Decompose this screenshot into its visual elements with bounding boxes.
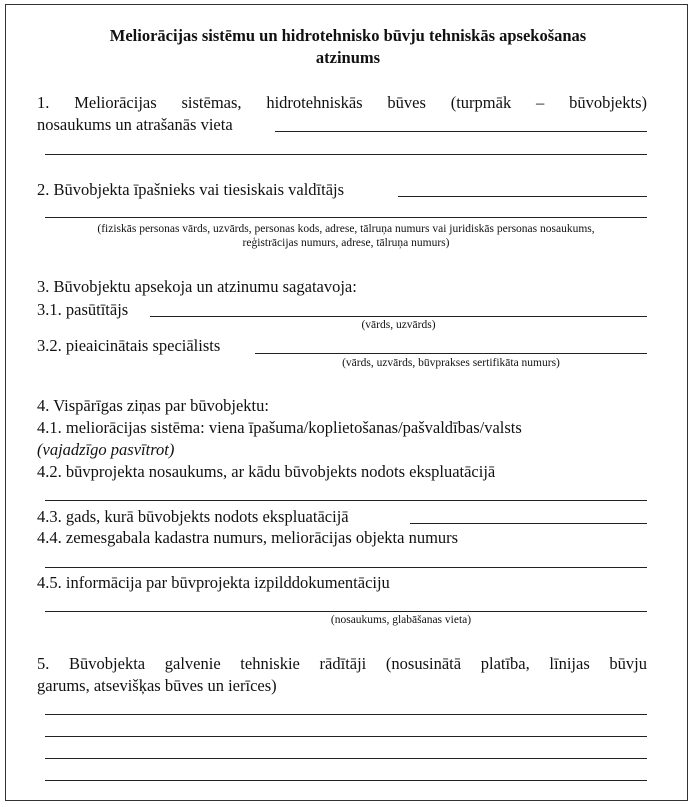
section5-fill-line-4[interactable] [45,780,647,781]
section5-fill-line-3[interactable] [45,758,647,759]
section4-item5-label: 4.5. informācija par būvprojekta izpilddokumentāciju [37,573,390,592]
section3-item1-fill-line[interactable] [150,316,647,317]
section4-item1-note: (vajadzīgo pasvītrot) [37,440,175,459]
section4-item4-fill-line[interactable] [45,567,647,568]
section3-item2-fill-line[interactable] [255,353,647,354]
section4-item4-label: 4.4. zemesgabala kadastra numurs, meliorācijas objekta numurs [37,528,459,547]
section3-item2-label: 3.2. pieaicinātais speciālists [37,336,221,355]
section1-fill-line-1[interactable] [275,131,647,132]
section5-line1: 5. Būvobjekta galvenie tehniskie rādītāji (nosusinātā platība, līnijas būvju [37,654,647,673]
section1-line2: nosaukums un atrašanās vieta [37,115,233,134]
section5-fill-line-2[interactable] [45,736,647,737]
section4-item1-label: 4.1. meliorācijas sistēma: viena īpašuma/koplietošanas/pašvaldības/valsts [37,418,522,437]
section4-item3-label: 4.3. gads, kurā būvobjekts nodots ekspluatācijā [37,507,349,526]
section5-line2: garums, atsevišķas būves un ierīces) [37,676,277,695]
section3-item1-label: 3.1. pasūtītājs [37,300,129,319]
section3-item2-caption: (vārds, uzvārds, būvprakses sertifikāta numurs) [342,357,560,369]
section4-item2-fill-line[interactable] [45,500,647,501]
section2-caption-2: reģistrācijas numurs, adrese, tālruņa numurs) [242,237,450,249]
section4-heading: 4. Vispārīgas ziņas par būvobjektu: [37,396,269,415]
section4-item3-fill-line[interactable] [410,523,647,524]
section5-fill-line-1[interactable] [45,714,647,715]
section2-label: 2. Būvobjekta īpašnieks vai tiesiskais valdītājs [37,180,345,199]
section4-item2-label: 4.2. būvprojekta nosaukums, ar kādu būvobjekts nodots ekspluatācijā [37,462,496,481]
section3-heading: 3. Būvobjektu apsekoja un atzinumu sagatavoja: [37,277,357,296]
form-title-line1: Meliorācijas sistēmu un hidrotehnisko būvju tehniskās apsekošanas [109,26,587,45]
section2-fill-line-2[interactable] [45,217,647,218]
section4-item5-caption: (nosaukums, glabāšanas vieta) [330,614,472,626]
section3-item1-caption: (vārds, uzvārds) [361,319,436,331]
section4-item5-fill-line[interactable] [45,611,647,612]
section2-caption-1: (fiziskās personas vārds, uzvārds, personas kods, adrese, tālruņa numurs vai juridiskās personas nosaukums, [97,223,595,235]
section2-fill-line-1[interactable] [398,196,647,197]
section1-line1: 1. Meliorācijas sistēmas, hidrotehniskās būves (turpmāk – būvobjekts) [37,93,647,112]
section1-fill-line-2[interactable] [45,154,647,155]
form-title-line2: atzinums [315,48,381,67]
